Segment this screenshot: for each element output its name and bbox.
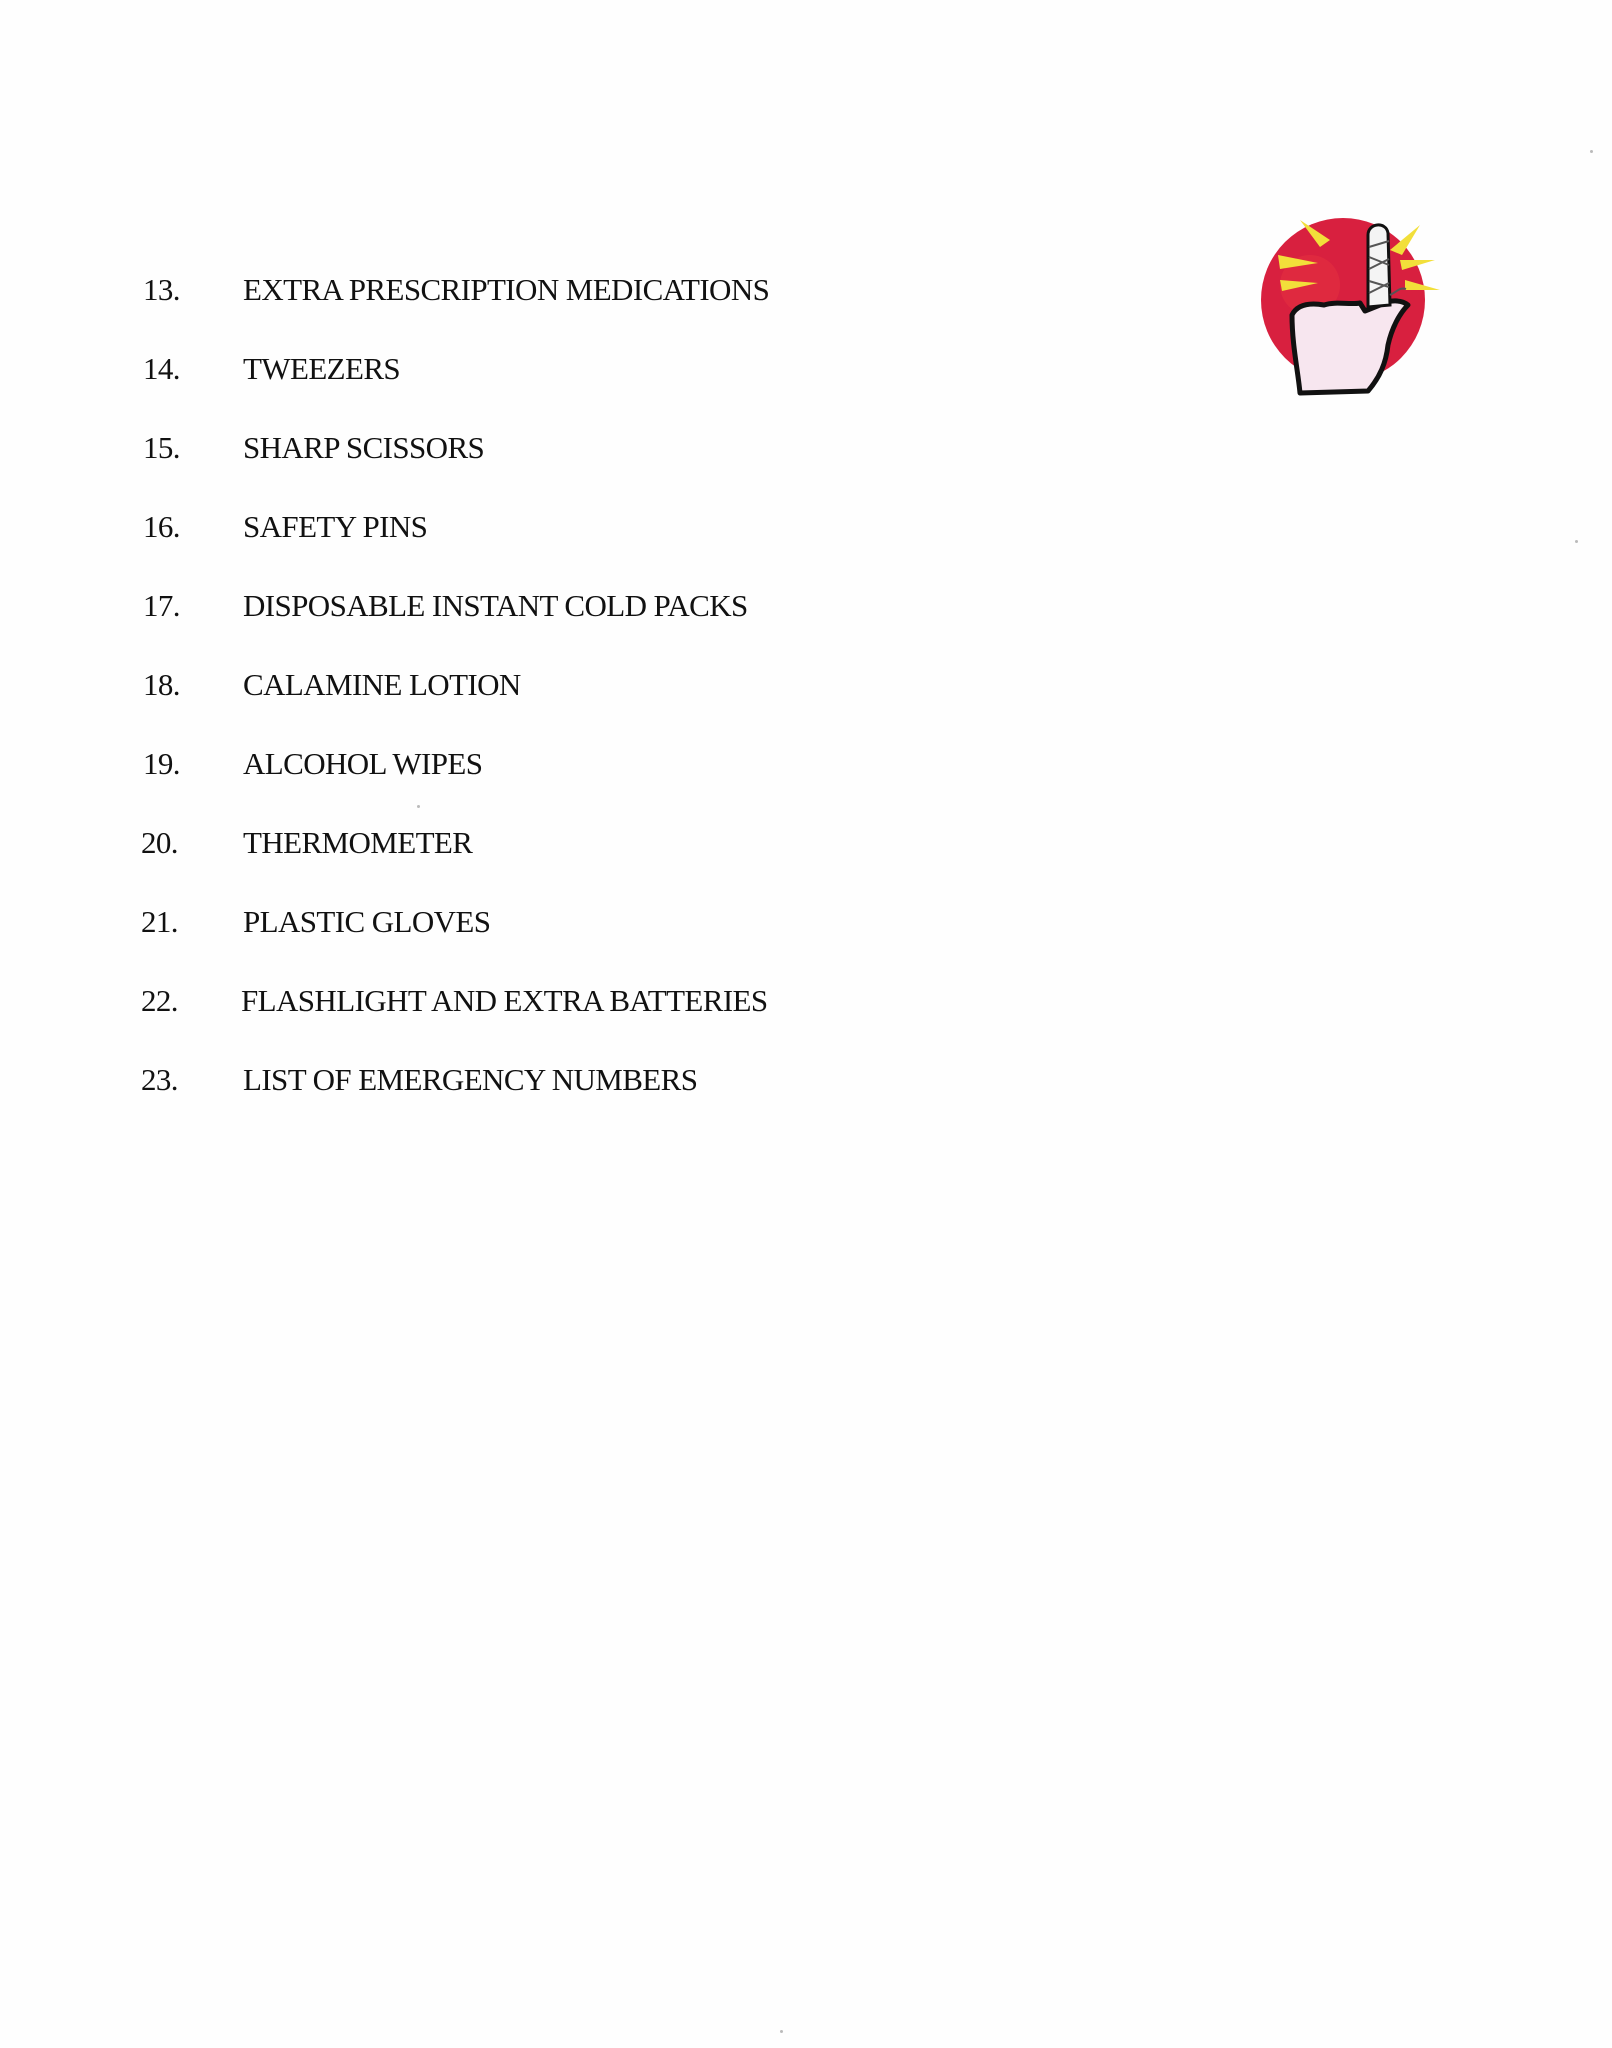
scan-speck xyxy=(780,2030,783,2033)
item-number: 22. xyxy=(141,983,178,1018)
item-label: LIST OF EMERGENCY NUMBERS xyxy=(243,1062,698,1097)
item-number: 19. xyxy=(143,746,180,781)
list-item xyxy=(0,509,900,549)
list-item xyxy=(0,430,900,470)
item-number: 21. xyxy=(141,904,178,939)
item-label: SHARP SCISSORS xyxy=(243,430,485,465)
item-number: 23. xyxy=(141,1062,178,1097)
item-number: 13. xyxy=(143,272,180,307)
item-label: FLASHLIGHT AND EXTRA BATTERIES xyxy=(241,983,768,1018)
item-number: 14. xyxy=(143,351,180,386)
scan-speck xyxy=(1590,150,1593,153)
list-item xyxy=(0,667,900,707)
list-item xyxy=(0,983,900,1023)
item-label: DISPOSABLE INSTANT COLD PACKS xyxy=(243,588,748,623)
list-item xyxy=(0,588,900,628)
list-item xyxy=(0,746,900,786)
list-item xyxy=(0,825,900,865)
scan-speck xyxy=(417,805,420,808)
item-label: CALAMINE LOTION xyxy=(243,667,521,702)
item-number: 16. xyxy=(143,509,180,544)
item-label: SAFETY PINS xyxy=(243,509,428,544)
item-label: TWEEZERS xyxy=(243,351,401,386)
list-item xyxy=(0,1062,900,1102)
item-number: 18. xyxy=(143,667,180,702)
item-label: PLASTIC GLOVES xyxy=(243,904,491,939)
item-number: 15. xyxy=(143,430,180,465)
scan-speck xyxy=(1575,540,1578,543)
item-label: ALCOHOL WIPES xyxy=(243,746,483,781)
item-number: 20. xyxy=(141,825,178,860)
bandaged-finger-icon xyxy=(1240,195,1470,410)
list-item xyxy=(0,904,900,944)
item-number: 17. xyxy=(143,588,180,623)
list-item xyxy=(0,351,900,391)
list-item xyxy=(0,272,900,312)
item-label: EXTRA PRESCRIPTION MEDICATIONS xyxy=(243,272,770,307)
item-label: THERMOMETER xyxy=(243,825,473,860)
